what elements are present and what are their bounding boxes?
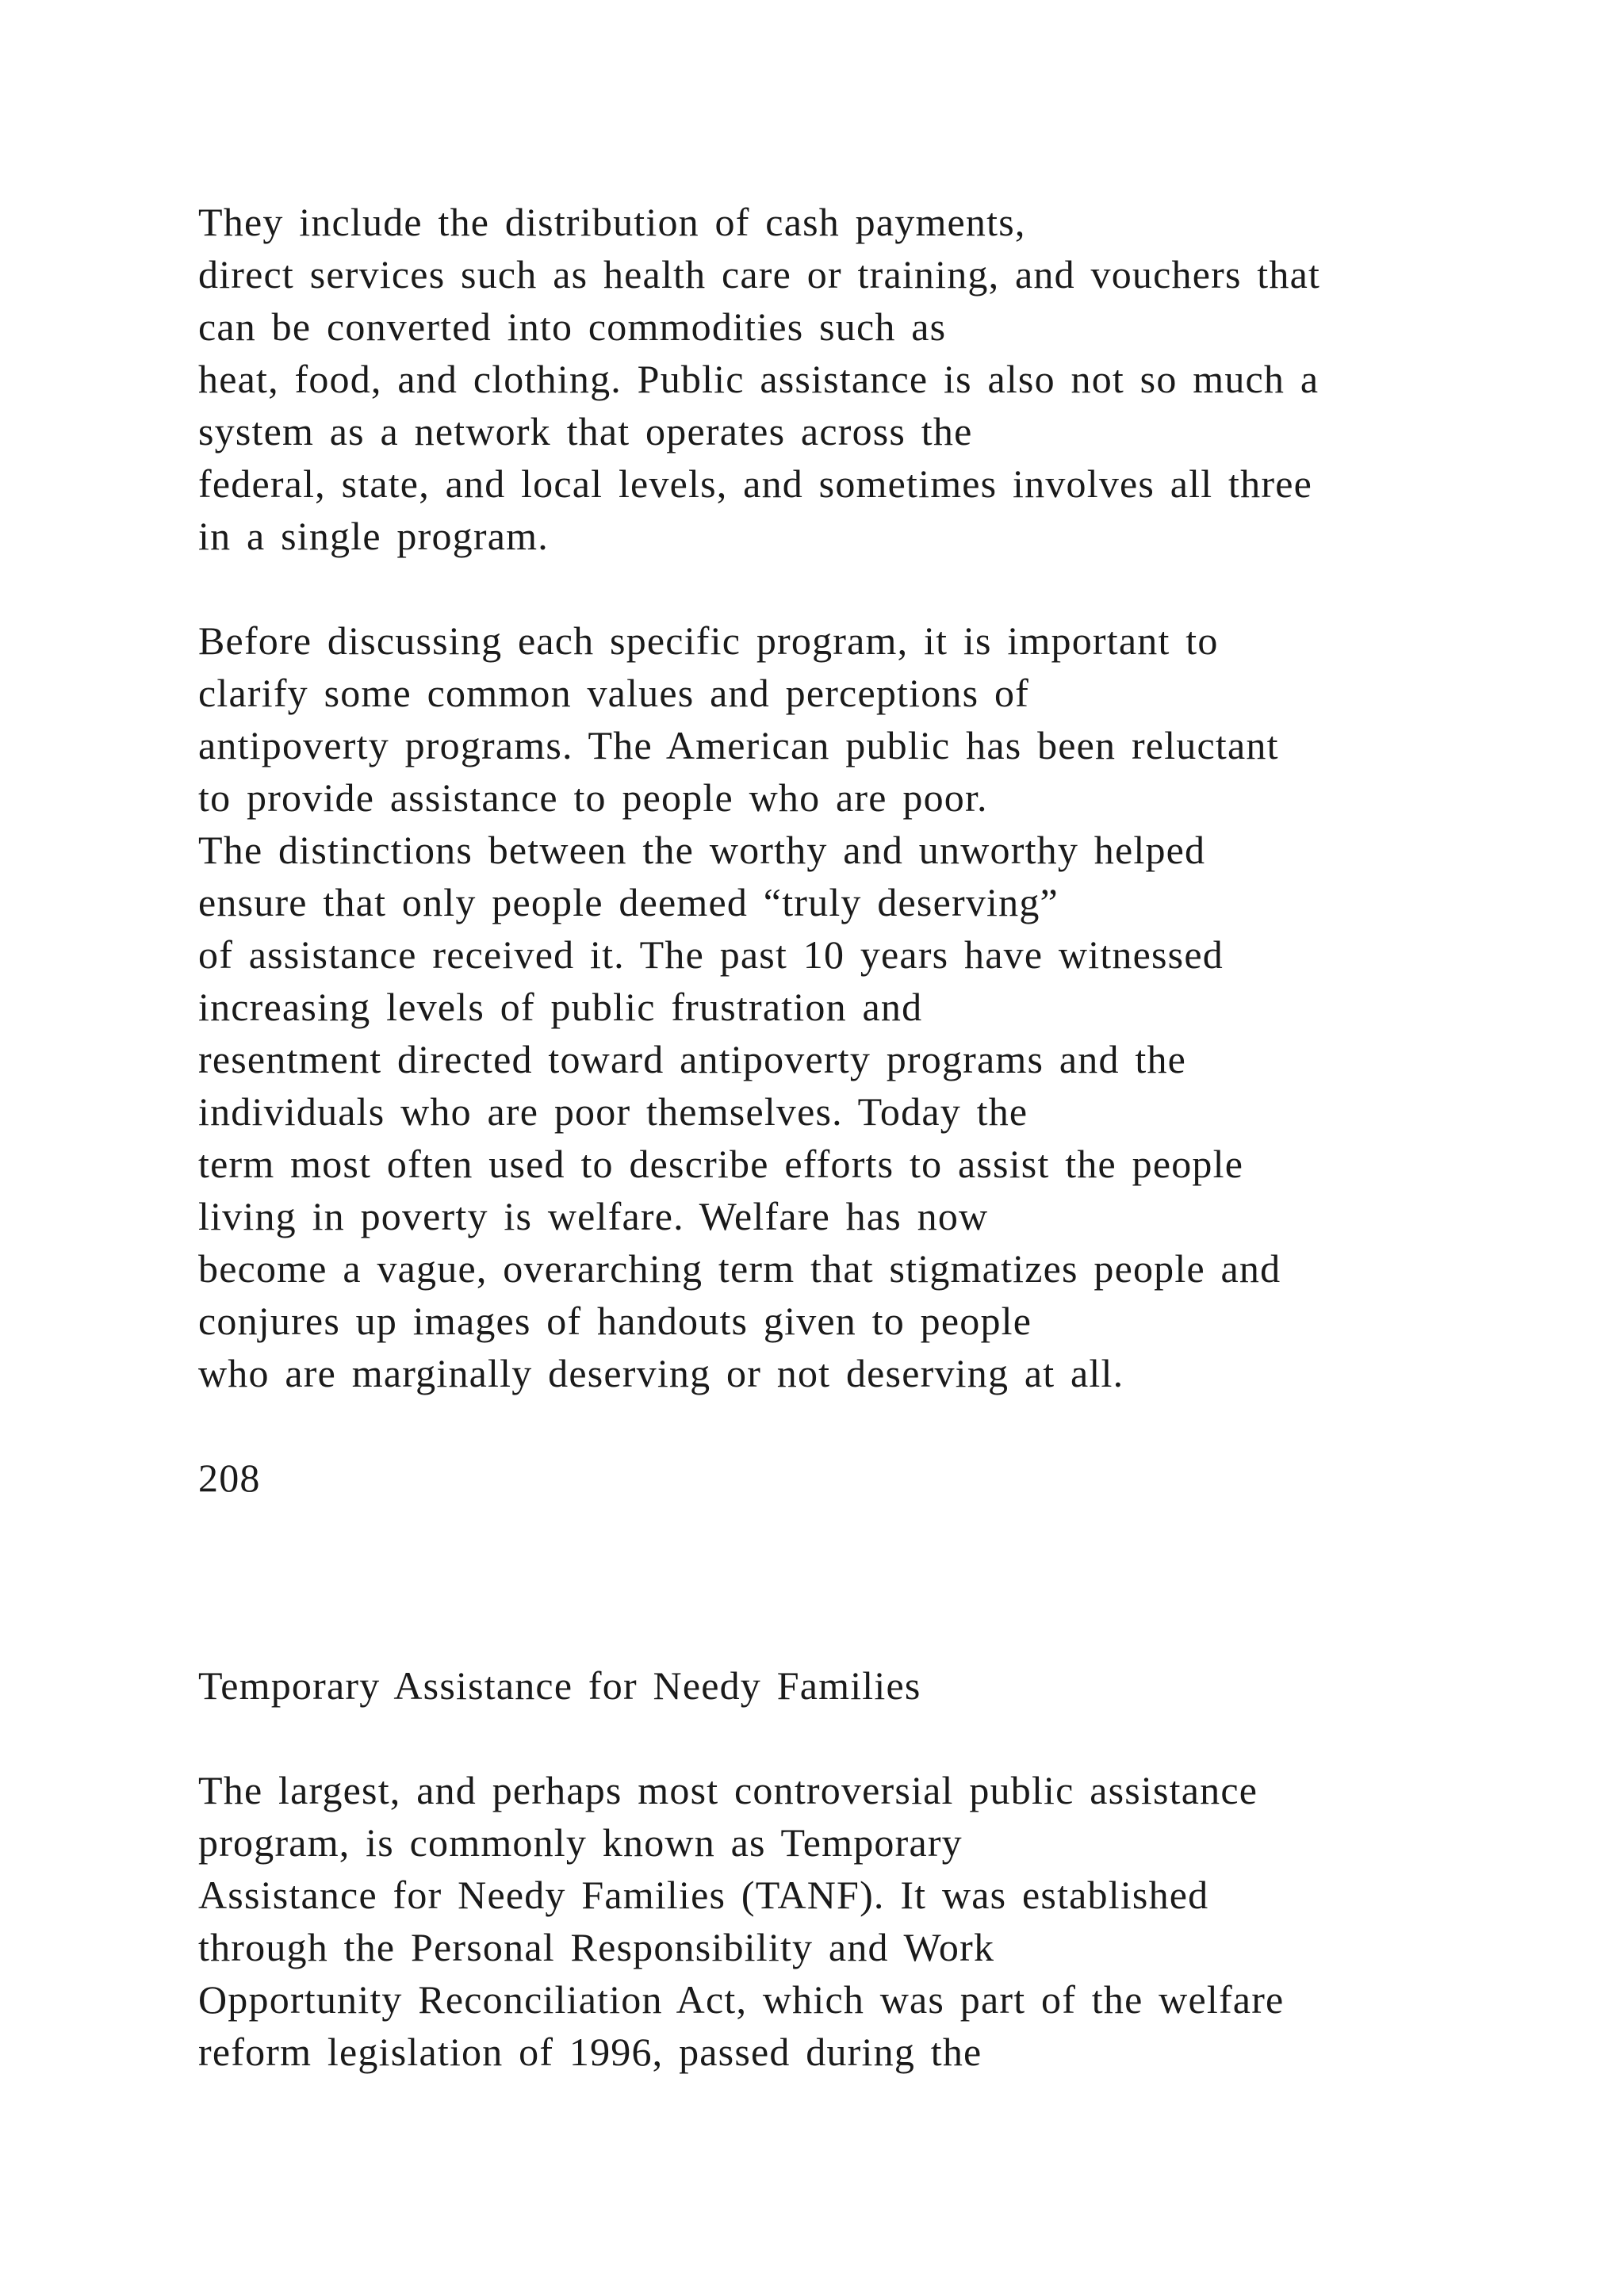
- text-line: program, is commonly known as Temporary: [198, 1820, 963, 1865]
- text-line: of assistance received it. The past 10 years have witnessed: [198, 932, 1224, 977]
- text-line: federal, state, and local levels, and sometimes involves all three: [198, 461, 1312, 506]
- text-line: individuals who are poor themselves. Today the: [198, 1089, 1028, 1134]
- text-line: ensure that only people deemed “truly deserving”: [198, 880, 1059, 924]
- text-line: in a single program.: [198, 514, 549, 558]
- text-line: The largest, and perhaps most controversial public assistance: [198, 1768, 1258, 1812]
- text-line: through the Personal Responsibility and Work: [198, 1925, 995, 1969]
- text-line: resentment directed toward antipoverty programs and the: [198, 1037, 1187, 1081]
- text-line: become a vague, overarching term that stigmatizes people and: [198, 1246, 1281, 1291]
- text-line: antipoverty programs. The American public has been reluctant: [198, 723, 1279, 767]
- text-line: who are marginally deserving or not deserving at all.: [198, 1351, 1124, 1395]
- text-line: can be converted into commodities such as: [198, 304, 947, 349]
- text-line: Assistance for Needy Families (TANF). It was established: [198, 1873, 1209, 1917]
- text-line: increasing levels of public frustration and: [198, 985, 923, 1029]
- text-line: Before discussing each specific program, it is important to: [198, 618, 1219, 663]
- text-line: They include the distribution of cash payments,: [198, 200, 1026, 244]
- section-heading: Temporary Assistance for Needy Families: [198, 1663, 921, 1708]
- text-line: heat, food, and clothing. Public assistance is also not so much a: [198, 357, 1320, 401]
- text-line: term most often used to describe efforts to assist the people: [198, 1142, 1244, 1186]
- text-line: system as a network that operates across the: [198, 409, 973, 453]
- text-line: reform legislation of 1996, passed during the: [198, 2030, 982, 2074]
- text-line: living in poverty is welfare. Welfare has now: [198, 1194, 989, 1238]
- text-line: Opportunity Reconciliation Act, which was part of the welfare: [198, 1977, 1285, 2022]
- page-number: 208: [198, 1456, 261, 1500]
- text-line: clarify some common values and perceptions of: [198, 671, 1030, 715]
- text-line: conjures up images of handouts given to people: [198, 1299, 1032, 1343]
- text-line: to provide assistance to people who are poor.: [198, 775, 988, 820]
- text-line: The distinctions between the worthy and unworthy helped: [198, 828, 1206, 872]
- text-line: direct services such as health care or training, and vouchers that: [198, 252, 1321, 297]
